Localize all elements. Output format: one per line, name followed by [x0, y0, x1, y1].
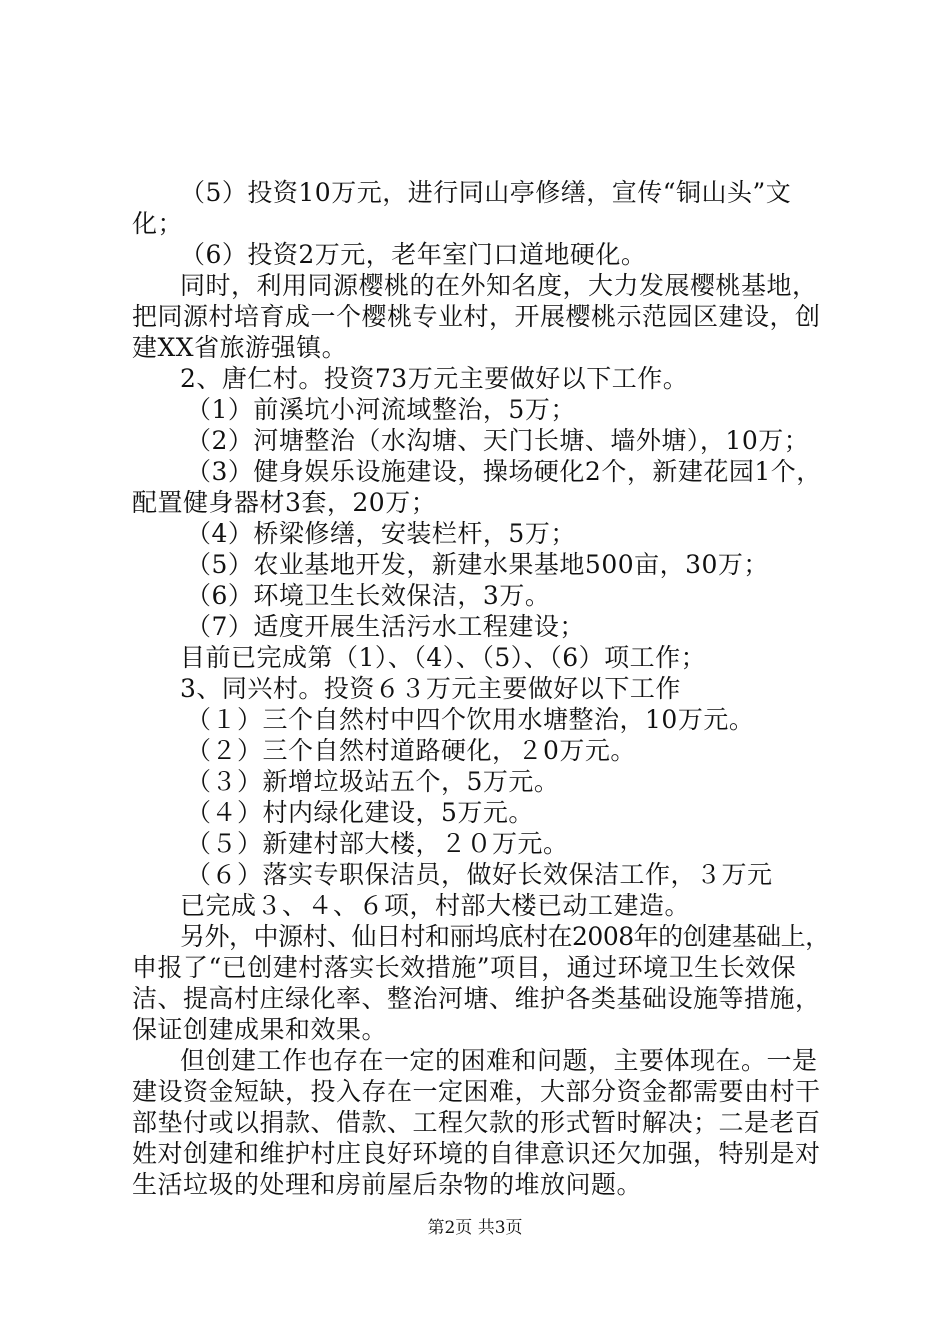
text-line: 生活垃圾的处理和房前屋后杂物的堆放问题。	[132, 1170, 643, 1199]
text-line: （５）新建村部大楼，２０万元。	[186, 829, 569, 858]
text-line: 2、唐仁村。投资73万元主要做好以下工作。	[180, 364, 689, 393]
text-line: （６）落实专职保洁员，做好长效保洁工作，３万元	[186, 860, 773, 889]
text-line: 建设资金短缺，投入存在一定困难，大部分资金都需要由村干	[132, 1077, 821, 1106]
text-line: （１）三个自然村中四个饮用水塘整治，10万元。	[186, 705, 755, 734]
text-line: 申报了“已创建村落实长效措施”项目，通过环境卫生长效保	[132, 953, 797, 982]
text-line: （2）河塘整治（水沟塘、天门长塘、墙外塘），10万；	[186, 426, 810, 455]
text-line: 另外，中源村、仙日村和丽坞底村在2008年的创建基础上，	[180, 922, 830, 951]
text-line: （４）村内绿化建设，5万元。	[186, 798, 534, 827]
text-line: （6）环境卫生长效保洁，3万。	[186, 581, 551, 610]
text-line: （4）桥梁修缮，安装栏杆，5万；	[186, 519, 576, 548]
text-line: （7）适度开展生活污水工程建设；	[186, 612, 585, 641]
text-line: 部垫付或以捐款、借款、工程欠款的形式暂时解决；二是老百	[132, 1108, 821, 1137]
text-line: 同时，利用同源樱桃的在外知名度，大力发展樱桃基地，	[180, 271, 818, 300]
text-line: （5）农业基地开发，新建水果基地500亩，30万；	[186, 550, 769, 579]
text-line: （３）新增垃圾站五个，5万元。	[186, 767, 560, 796]
text-line: 配置健身器材3套，20万；	[132, 488, 437, 517]
text-line: 洁、提高村庄绿化率、整治河塘、维护各类基础设施等措施，	[132, 984, 821, 1013]
text-line: 建XX省旅游强镇。	[132, 333, 348, 362]
text-line: （5）投资10万元，进行同山亭修缮，宣传“铜山头”文	[180, 178, 792, 207]
text-line: 保证创建成果和效果。	[132, 1015, 388, 1044]
text-line: 但创建工作也存在一定的困难和问题，主要体现在。一是	[180, 1046, 818, 1075]
text-line: （3）健身娱乐设施建设，操场硬化2个，新建花园1个，	[186, 457, 822, 486]
text-line: 已完成３、４、６项，村部大楼已动工建造。	[180, 891, 691, 920]
text-line: 姓对创建和维护村庄良好环境的自律意识还欠加强，特别是对	[132, 1139, 821, 1168]
text-line: （6）投资2万元，老年室门口道地硬化。	[180, 240, 647, 269]
text-line: 目前已完成第（1）、（4）、（5）、（6）项工作；	[180, 643, 707, 672]
text-line: （1）前溪坑小河流域整治，5万；	[186, 395, 576, 424]
text-line: 3、同兴村。投资６３万元主要做好以下工作	[180, 674, 681, 703]
page-number: 第2页 共3页	[427, 1218, 523, 1238]
text-line: （２）三个自然村道路硬化，２0万元。	[186, 736, 636, 765]
text-line: 化；	[132, 209, 184, 238]
text-line: 把同源村培育成一个樱桃专业村，开展樱桃示范园区建设，创	[132, 302, 821, 331]
